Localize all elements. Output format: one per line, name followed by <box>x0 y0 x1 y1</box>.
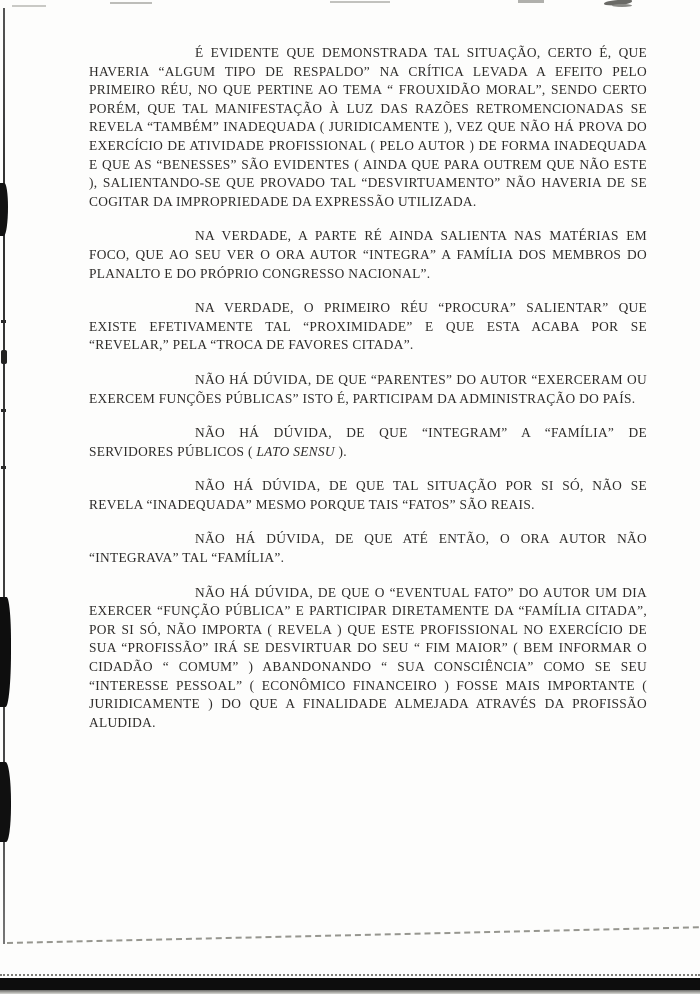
paragraph-3: NA VERDADE, O PRIMEIRO RÉU “PROCURA” SALIENTAR” QUE EXISTE EFETIVAMENTE TAL “PROXIMIDADE” E QUE ESTA ACABA POR SE “REVELAR,” PELA “TROCA DE FAVORES CITADA”. <box>89 300 647 353</box>
paragraph-7: NÃO HÁ DÚVIDA, DE QUE ATÉ ENTÃO, O ORA AUTOR NÃO “INTEGRAVA” TAL “FAMÍLIA”. <box>89 531 647 566</box>
scan-artifact-bottom-dashed-line <box>7 926 699 944</box>
scan-artifact-left-tick <box>1 320 6 323</box>
scan-artifact-bottom-gray-strip <box>0 990 700 994</box>
paragraph-1: É EVIDENTE QUE DEMONSTRADA TAL SITUAÇÃO, CERTO É, QUE HAVERIA “ALGUM TIPO DE RESPALDO” NA CRÍTICA LEVADA A EFEITO PELO PRIMEIRO RÉU, NO QUE PERTINE AO TEMA “ FROUXIDÃO MORAL”, SENDO CERTO PORÉM, QUE TAL MANIFESTAÇÃO À LUZ DAS RAZÕES RETROMENCIONADAS SE REVELA “TAMBÉM” INADEQUADA ( JURIDICAMENTE ), VEZ QUE NÃO HÁ PROVA DO EXERCÍCIO DE ATIVIDADE PROFISSIONAL ( PELO AUTOR ) DE FORMA INADEQUADA E QUE AS “BENESSES” SÃO EVIDENTES ( AINDA QUE PARA OUTREM QUE NÃO ESTE ), SALIENTANDO-SE QUE PROVADO TAL “DESVIRTUAMENTO” NÃO HAVERIA DE SE COGITAR DA IMPROPRIEDADE DA EXPRESSÃO UTILIZADA. <box>89 45 647 209</box>
paragraph-4: NÃO HÁ DÚVIDA, DE QUE “PARENTES” DO AUTOR “EXERCERAM OU EXERCEM FUNÇÕES PÚBLICAS” ISTO É, PARTICIPAM DA ADMINISTRAÇÃO DO PAÍS. <box>89 371 647 406</box>
paragraph-2: NA VERDADE, A PARTE RÉ AINDA SALIENTA NAS MATÉRIAS EM FOCO, QUE AO SEU VER O ORA AUTOR “INTEGRA” A FAMÍLIA DOS MEMBROS DO PLANALTO E DO PRÓPRIO CONGRESSO NACIONAL”. <box>89 228 647 281</box>
scan-artifact-bottom-dotted-line <box>0 974 700 976</box>
scan-artifact-top-dash <box>518 0 544 3</box>
scan-artifact-top-mark <box>612 4 632 7</box>
scan-artifact-top-dash <box>110 2 152 4</box>
document-text-block <box>89 44 647 732</box>
scan-artifact-left-tick <box>1 466 6 469</box>
paragraph-6: NÃO HÁ DÚVIDA, DE QUE TAL SITUAÇÃO POR SI SÓ, NÃO SE REVELA “INADEQUADA” MESMO PORQUE TAIS “FATOS” SÃO REAIS. <box>89 478 647 512</box>
scan-artifact-left-tick <box>1 350 7 364</box>
scan-artifact-top-dash <box>330 1 390 3</box>
paragraph-5-pre: NÃO HÁ DÚVIDA, DE QUE “INTEGRAM” A “FAMÍLIA” DE SERVIDORES PÚBLICOS ( <box>89 425 647 459</box>
paragraph-5-post: ). <box>334 443 347 459</box>
scan-artifact-top-dash <box>12 5 46 7</box>
scan-artifact-left-blob <box>0 597 11 707</box>
scan-artifact-bottom-black-bar <box>0 978 700 990</box>
paragraph-8: NÃO HÁ DÚVIDA, DE QUE O “EVENTUAL FATO” DO AUTOR UM DIA EXERCER “FUNÇÃO PÚBLICA” E PARTICIPAR DIRETAMENTE DA “FAMÍLIA CITADA”, POR SI SÓ, NÃO IMPORTA ( REVELA ) QUE ESTE PROFISSIONAL NO EXERCÍCIO DE SUA “PROFISSÃO” IRÁ SE DESVIRTUAR DO SEU “ FIM MAIOR” ( BEM INFORMAR O CIDADÃO “ COMUM” ) ABANDONANDO “ SUA CONSCIÊNCIA” COMO SE SEU “INTERESSE PESSOAL” ( ECONÔMICO FINANCEIRO ) FOSSE MAIS IMPORTANTE ( JURIDICAMENTE ) DO QUE A FINALIDADE ALMEJADA ATRAVÉS DA PROFISSÃO ALUDIDA. <box>89 584 647 730</box>
paragraph-5 <box>89 424 647 461</box>
scan-artifact-left-blob <box>0 762 11 842</box>
scan-artifact-left-tick <box>1 409 6 412</box>
paragraph-5-latin-phrase: LATO SENSU <box>256 443 335 459</box>
scan-artifact-left-blob <box>0 183 8 236</box>
